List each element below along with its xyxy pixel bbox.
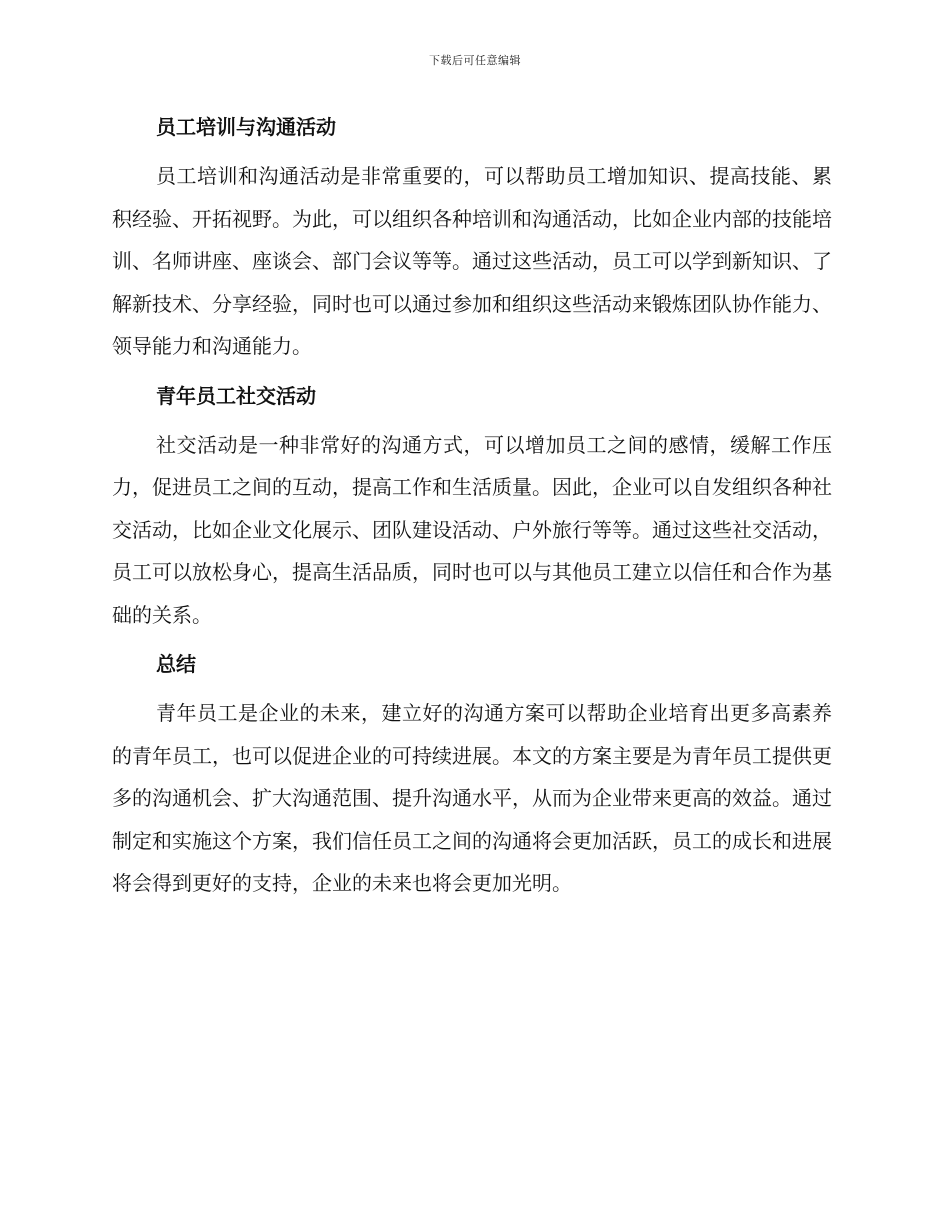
section-social: [112, 381, 832, 637]
page-header: 下载后可任意编辑: [429, 54, 521, 67]
section-paragraph: 社交活动是一种非常好的沟通方式，可以增加员工之间的感情，缓解工作压力，促进员工之间的互动，提高工作和生活质量。因此，企业可以自发组织各种社交活动，比如企业文化展示、团队建设活动、户外旅行等等。通过这些社交活动，员工可以放松身心，提高生活品质，同时也可以与其他员工建立以信任和合作为基础的关系。: [112, 432, 832, 627]
section-paragraph: 员工培训和沟通活动是非常重要的，可以帮助员工增加知识、提高技能、累积经验、开拓视野。为此，可以组织各种培训和沟通活动，比如企业内部的技能培训、名师讲座、座谈会、部门会议等等。通过这些活动，员工可以学到新知识、了解新技术、分享经验，同时也可以通过参加和组织这些活动来锻炼团队协作能力、领导能力和沟通能力。: [112, 164, 832, 358]
section-paragraph: 青年员工是企业的未来，建立好的沟通方案可以帮助企业培育出更多高素养的青年员工，也可以促进企业的可持续进展。本文的方案主要是为青年员工提供更多的沟通机会、扩大沟通范围、提升沟通水平，从而为企业带来更高的效益。通过制定和实施这个方案，我们信任员工之间的沟通将会更加活跃，员工的成长和进展将会得到更好的支持，企业的未来也将会更加光明。: [112, 701, 832, 895]
document-body: [112, 112, 832, 918]
section-training: [112, 112, 832, 368]
section-heading: 总结: [156, 652, 196, 676]
section-summary: [112, 649, 832, 905]
section-heading: 青年员工社交活动: [156, 383, 316, 408]
section-heading: 员工培训与沟通活动: [156, 115, 336, 139]
